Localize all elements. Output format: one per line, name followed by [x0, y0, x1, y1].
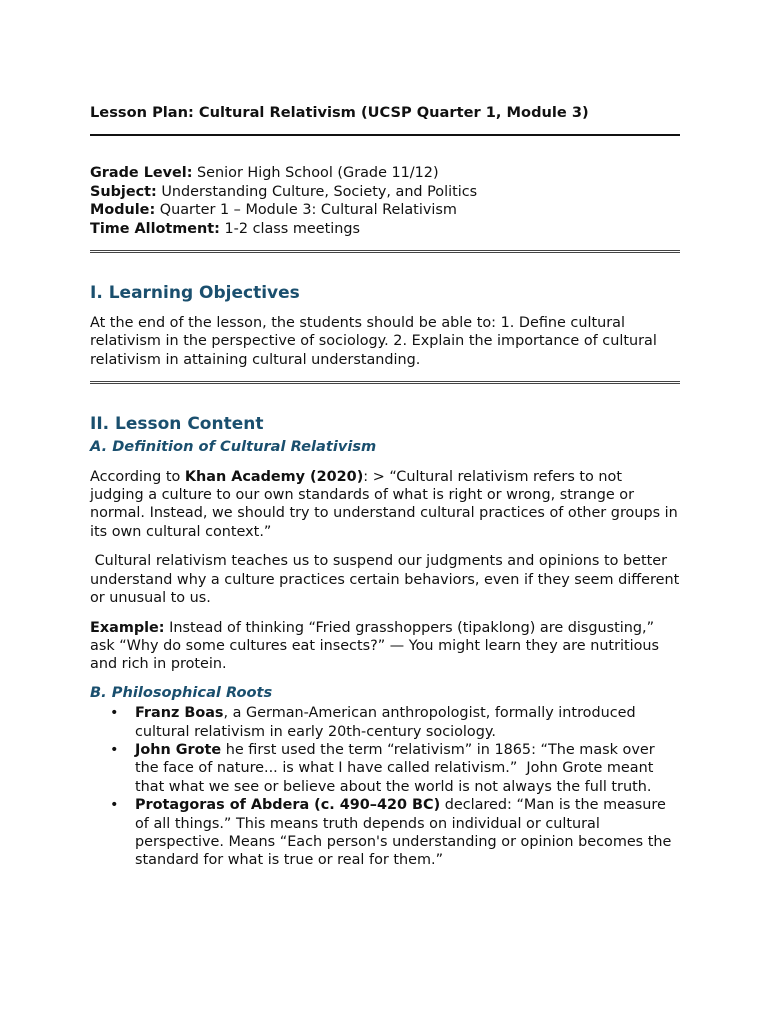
meta-grade-level	[90, 164, 680, 182]
bullet-icon: •	[110, 741, 119, 758]
lesson-metadata	[90, 164, 680, 238]
list-item-text: , a German-American anthropologist, formally introduced cultural relativism in early 20th-century sociology.	[135, 705, 636, 740]
meta-label: Grade Level:	[90, 165, 193, 182]
section-heading-lesson-content: II. Lesson Content	[90, 414, 264, 435]
list-item-name: Franz Boas	[135, 705, 224, 722]
meta-time-allotment	[90, 220, 680, 238]
subheading-definition: A. Definition of Cultural Relativism	[90, 438, 377, 456]
meta-label: Subject:	[90, 183, 157, 200]
definition-prefix: According to	[90, 468, 185, 485]
definition-paragraph	[90, 468, 680, 542]
title-divider	[90, 134, 680, 136]
philosophical-roots-list	[90, 704, 680, 870]
list-item-name: Protagoras of Abdera (c. 490–420 BC)	[135, 797, 441, 814]
section-divider	[90, 250, 680, 253]
meta-label: Time Allotment:	[90, 220, 220, 237]
list-item	[90, 704, 680, 741]
meta-value: Understanding Culture, Society, and Politics	[156, 183, 478, 200]
list-item	[90, 796, 680, 870]
learning-objectives-text: At the end of the lesson, the students should be able to: 1. Define cultural relativism in the perspective of sociology. 2. Explain the importance of cultural relativism in attaining cultural understanding.	[90, 315, 657, 368]
list-item-name: John Grote	[135, 741, 222, 758]
bullet-icon: •	[110, 705, 119, 722]
section-divider	[90, 381, 680, 384]
definition-source: Khan Academy (2020)	[184, 468, 364, 485]
meta-subject	[90, 183, 680, 201]
meta-value: Quarter 1 – Module 3: Cultural Relativism	[155, 202, 457, 219]
section-heading-learning-objectives: I. Learning Objectives	[90, 283, 300, 304]
example-text: Instead of thinking “Fried grasshoppers (tipaklong) are disgusting,” ask “Why do some cultures eat insects?” — You might learn they are nutritious and rich in protein.	[90, 619, 660, 673]
relativism-explanation: Cultural relativism teaches us to suspend our judgments and opinions to better understand why a culture practices certain behaviors, even if they seem different or unusual to us.	[90, 553, 684, 607]
meta-value: Senior High School (Grade 11/12)	[192, 165, 439, 182]
meta-value: 1-2 class meetings	[219, 220, 360, 237]
example-label: Example:	[90, 619, 165, 636]
subheading-philosophical-roots: B. Philosophical Roots	[90, 683, 273, 701]
list-item	[90, 741, 680, 796]
list-item-text: declared: “Man is the measure of all things.” This means truth depends on individual or cultural perspective. Means “Each person's understanding or opinion becomes the standard for what is true or real for them.”	[135, 797, 672, 869]
bullet-icon: •	[110, 797, 119, 814]
list-item-text: he first used the term “relativism” in 1865: “The mask over the face of nature... is what I have called relativism.” John Grote meant that what we see or believe about the world is not always the full truth.	[135, 741, 660, 795]
meta-label: Module:	[90, 202, 156, 219]
definition-quote: : > “Cultural relativism refers to not judging a culture to our own standards of what is right or wrong, strange or normal. Instead, we should try to understand cultural practices of other groups in its own cultural context.”	[90, 468, 678, 540]
meta-module	[90, 201, 680, 219]
document-title: Lesson Plan: Cultural Relativism (UCSP Quarter 1, Module 3)	[90, 104, 589, 121]
document-body	[90, 104, 684, 870]
example-paragraph	[90, 619, 680, 674]
